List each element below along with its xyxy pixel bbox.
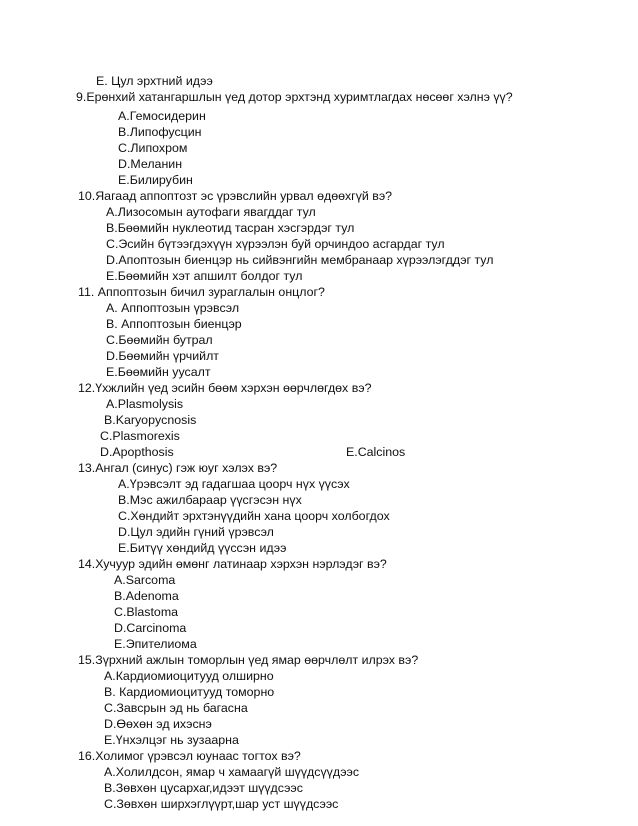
answer-line: A.Plasmolysis [106,397,184,411]
answer-line: B. Аппоптозын биенцэр [106,317,242,331]
answer-line: A.Sarcoma [114,573,176,587]
answer-line: A.Гемосидерин [118,109,206,123]
answer-line: C.Зөвхөн ширхэглүүрт,шар уст шүүдсээс [104,797,339,811]
question-10: 10.Яагаад аппоптозт эс үрэвслийн урвал өдөөхгүй вэ? [78,189,393,203]
answer-line: C.Завсрын эд нь багасна [104,701,248,715]
answer-line: B.Бөөмийн нуклеотид тасран хэсгэрдэг тул [106,221,355,235]
answer-line: D.Өөхөн эд ихэснэ [104,717,212,731]
answer-line: C.Бөөмийн бутрал [106,333,213,347]
answer-line: B. Кардиомиоцитууд томорно [104,685,275,699]
answer-line: B.Karyopycnosis [104,413,197,427]
answer-row [100,444,520,460]
answer-line: E.Бөөмийн хэт апшилт болдог тул [106,269,303,283]
answer-line: E.Бөөмийн уусалт [106,365,211,379]
answer-line: C.Blastoma [114,605,179,619]
question-12: 12.Үхжлийн үед эсийн бөөм хэрхэн өөрчлөгдөх вэ? [78,381,372,395]
question-9: 9.Ерөнхий хатангаршлын үед дотор эрхтэнд хуримтлагдах нөсөөг хэлнэ үү? [76,90,513,104]
answer-line: C.Хөндийт эрхтэнүүдийн хана цоорч холбогдох [118,509,390,523]
question-15: 15.Зүрхний ажлын томорлын үед ямар өөрчлөлт илрэх вэ? [78,653,419,667]
question-16: 16.Холимог үрэвсэл юунаас тогтох вэ? [78,749,301,763]
answer-line: B.Adenoma [114,589,179,603]
question-13: 13.Ангал (синус) гэж юуг хэлэх вэ? [78,461,278,475]
answer-line: E.Эпителиома [114,637,197,651]
answer-line: A.Кардиомиоцитууд олширно [104,669,274,683]
answer-line: B.Мэс ажилбараар үүсгэсэн нүх [118,493,302,507]
answer-line: E. Цул эрхтний идээ [96,74,213,88]
answer-line: A.Лизосомын аутофаги явагддаг тул [106,205,316,219]
answer-line: D.Carcinoma [114,621,187,635]
answer-line: B.Зөвхөн цусархаг,идээт шүүдсээс [104,781,303,795]
answer-line: A.Холилдсон, ямар ч хамаагүй шүүдсүүдээс [104,765,360,779]
answer-line: E.Билирубин [118,173,193,187]
answer-line: C.Липохром [118,141,188,155]
answer-line: D.Апоптозын биенцэр нь сийвэнгийн мембранаар хүрээлэгддэг тул [106,253,494,267]
answer-line: D.Бөөмийн үрчийлт [106,349,219,363]
question-14: 14.Хучуур эдийн өмөнг латинаар хэрхэн нэрлэдэг вэ? [78,557,387,571]
answer-line: E.Үнхэлцэг нь зузаарна [104,733,239,747]
answer-line: A.Үрэвсэлт эд гадагшаа цоорч нүх үүсэх [118,477,350,491]
answer-line: A. Аппоптозын үрэвсэл [106,301,240,315]
question-11: 11. Аппоптозын бичил зураглалын онцлог? [78,285,325,299]
answer-line: D.Apopthosis [100,445,174,459]
answer-line: E.Calcinos [346,445,406,459]
answer-line: C.Plasmorexis [100,429,180,443]
answer-line: C.Эсийн бүтээгдэхүүн хүрээлэн буй орчиндоо асгардаг тул [106,237,445,251]
answer-line: D.Меланин [118,157,183,171]
answer-line: D.Цул эдийн гүний үрэвсэл [118,525,274,539]
answer-line: E.Битүү хөндийд үүссэн идээ [118,541,287,555]
answer-line: B.Липофусцин [118,125,202,139]
